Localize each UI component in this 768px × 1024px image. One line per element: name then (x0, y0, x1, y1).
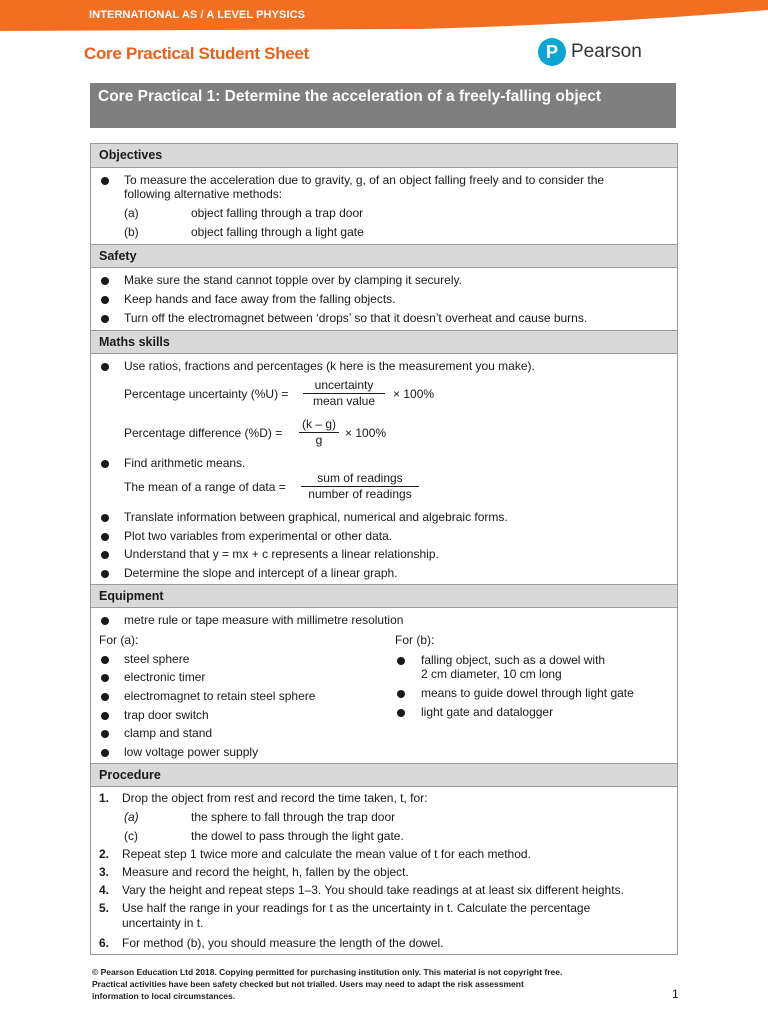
bullet-icon (101, 551, 109, 559)
equipment-item: means to guide dowel through light gate (421, 686, 634, 700)
bullet-icon (101, 296, 109, 304)
step-number: 4. (99, 883, 110, 897)
formula-fraction (303, 378, 385, 409)
equipment-heading: Equipment (91, 584, 677, 608)
bullet-icon (101, 712, 109, 720)
safety-heading: Safety (91, 244, 677, 268)
equipment-item: trap door switch (124, 708, 209, 722)
bullet-icon (101, 749, 109, 757)
procedure-step: Drop the object from rest and record the time taken, t, for: (122, 791, 428, 805)
substep-label: (c) (124, 829, 138, 843)
equipment-item: falling object, such as a dowel with (421, 653, 606, 667)
equipment-item: 2 cm diameter, 10 cm long (421, 667, 562, 681)
method-text: object falling through a light gate (191, 225, 364, 239)
safety-item: Turn off the electromagnet between ‘drops’ so that it doesn’t overheat and cause burns. (124, 311, 588, 325)
equipment-item: electromagnet to retain steel sphere (124, 689, 316, 703)
procedure-step: Use half the range in your readings for t as the uncertainty in t. Calculate the percentage (122, 901, 591, 915)
formula-fraction (299, 417, 339, 448)
maths-item: Find arithmetic means. (124, 456, 246, 470)
formula-label: Percentage uncertainty (%U) = (124, 387, 289, 401)
bullet-icon (101, 514, 109, 522)
objectives-heading: Objectives (91, 144, 677, 168)
banner-text: INTERNATIONAL AS / A LEVEL PHYSICS (89, 9, 306, 21)
fraction-denominator: number of readings (308, 487, 412, 501)
pearson-logo-icon: P (538, 38, 566, 66)
procedure-step: For method (b), you should measure the length of the dowel. (122, 936, 444, 950)
equipment-item: light gate and datalogger (421, 705, 554, 719)
method-label: (b) (124, 225, 139, 239)
objectives-line: To measure the acceleration due to gravity, g, of an object falling freely and to consider the (124, 173, 605, 187)
formula-label: The mean of a range of data = (124, 480, 286, 494)
page-number: 1 (672, 987, 679, 1001)
method-label: (a) (124, 206, 139, 220)
bullet-icon (101, 693, 109, 701)
bullet-icon (101, 730, 109, 738)
step-number: 6. (99, 936, 110, 950)
procedure-step-cont: uncertainty in t. (122, 916, 204, 930)
fraction-numerator: uncertainty (303, 378, 385, 394)
equipment-item: low voltage power supply (124, 745, 259, 759)
bullet-icon (397, 709, 405, 717)
method-text: object falling through a trap door (191, 206, 364, 220)
practical-table (90, 143, 678, 955)
maths-item: Use ratios, fractions and percentages (k here is the measurement you make). (124, 359, 535, 373)
step-number: 1. (99, 791, 110, 805)
bullet-icon (101, 177, 109, 185)
pearson-logo-text: Pearson (571, 41, 642, 62)
equipment-item: clamp and stand (124, 726, 213, 740)
formula-multiplier: × 100% (345, 426, 387, 440)
bullet-icon (101, 674, 109, 682)
procedure-step: Repeat step 1 twice more and calculate the mean value of t for each method. (122, 847, 531, 861)
bullet-icon (101, 656, 109, 664)
objectives-line: following alternative methods: (124, 187, 283, 201)
bullet-icon (101, 533, 109, 541)
fraction-denominator: g (315, 433, 323, 447)
pearson-logo (538, 38, 642, 66)
bullet-icon (101, 363, 109, 371)
step-number: 3. (99, 865, 110, 879)
equipment-item: electronic timer (124, 670, 206, 684)
fraction-numerator: sum of readings (301, 471, 419, 487)
safety-item: Make sure the stand cannot topple over by clamping it securely. (124, 273, 462, 287)
bullet-icon (397, 657, 405, 665)
safety-item: Keep hands and face away from the falling objects. (124, 292, 396, 306)
footer-line: © Pearson Education Ltd 2018. Copying permitted for purchasing institution only. This material is not copyright free. (92, 967, 563, 977)
equipment-b-heading: For (b): (395, 633, 435, 647)
maths-heading: Maths skills (91, 330, 677, 354)
procedure-step: Measure and record the height, h, fallen by the object. (122, 865, 409, 879)
maths-item: Plot two variables from experimental or other data. (124, 529, 393, 543)
bullet-icon (101, 315, 109, 323)
equipment-item: metre rule or tape measure with millimetre resolution (124, 613, 404, 627)
maths-item: Determine the slope and intercept of a linear graph. (124, 566, 398, 580)
fraction-denominator: mean value (312, 394, 376, 408)
bullet-icon (101, 570, 109, 578)
equipment-a-heading: For (a): (99, 633, 139, 647)
substep-label: (a) (124, 810, 139, 824)
bullet-icon (101, 460, 109, 468)
formula-fraction (301, 471, 419, 502)
maths-item: Translate information between graphical, numerical and algebraic forms. (124, 510, 508, 524)
footer-copyright (92, 966, 652, 1002)
formula-label: Percentage difference (%D) = (124, 426, 283, 440)
substep-text: the sphere to fall through the trap door (191, 810, 396, 824)
fraction-numerator: (k – g) (299, 417, 339, 433)
step-number: 5. (99, 901, 110, 915)
footer-line: information to local circumstances. (92, 991, 236, 1001)
bullet-icon (101, 617, 109, 625)
substep-text: the dowel to pass through the light gate. (191, 829, 404, 843)
bullet-icon (397, 690, 405, 698)
footer-line: Practical activities have been safety checked but not trialled. Users may need to adapt the risk assessment (92, 979, 524, 989)
sheet-title: Core Practical Student Sheet (84, 44, 309, 63)
top-banner (0, 0, 768, 31)
maths-item: Understand that y = mx + c represents a linear relationship. (124, 547, 439, 561)
procedure-step: Vary the height and repeat steps 1–3. You should take readings at at least six different heights. (122, 883, 624, 897)
equipment-item: steel sphere (124, 652, 190, 666)
procedure-heading: Procedure (91, 763, 677, 787)
formula-multiplier: × 100% (393, 387, 435, 401)
step-number: 2. (99, 847, 110, 861)
practical-title: Core Practical 1: Determine the acceleration of a freely-falling object (90, 83, 676, 128)
bullet-icon (101, 277, 109, 285)
